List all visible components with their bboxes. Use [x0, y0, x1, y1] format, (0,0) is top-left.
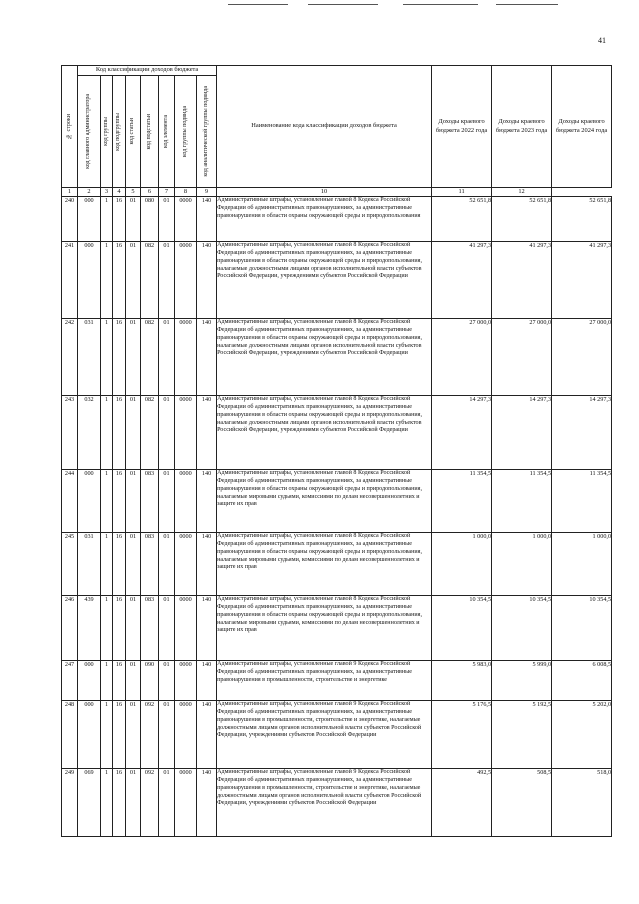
table-row — [62, 396, 612, 470]
code-analytic-group: 140 — [197, 396, 217, 470]
header-code-admin: код главного администратора — [78, 76, 101, 188]
income-code-name: Административные штрафы, установленные главой 8 Кодекса Российской Федерации об административных правонарушениях, за административные правонарушения в области охраны окружающей среды и природопользования — [217, 197, 432, 242]
row-number: 249 — [62, 769, 78, 837]
income-2023-value: 10 354,5 — [492, 596, 552, 661]
code-subgroup: 16 — [113, 197, 126, 242]
income-code-name: Административные штрафы, установленные главой 8 Кодекса Российской Федерации об административных правонарушениях, за административные правонарушения в области охраны окружающей среды и природопользования, налагаемые мировыми судьями, комиссиями по делам несовершеннолетних и защите их прав — [217, 533, 432, 596]
header-code-group: код группы — [101, 76, 113, 188]
income-2024-value: 41 297,3 — [552, 242, 612, 319]
code-article: 01 — [126, 396, 141, 470]
column-number: 10 — [217, 188, 432, 197]
header-code-subgroup: код подгруппы — [113, 76, 126, 188]
header-name: Наименование кода классификации доходов бюджета — [217, 66, 432, 188]
code-subtype-group: 0000 — [175, 242, 197, 319]
income-code-name: Административные штрафы, установленные главой 9 Кодекса Российской Федерации об административных правонарушениях, за административные правонарушения в промышленности, строительстве и энергетике, налагаемые должностными лицами органов исполнительной власти субъектов Российской Федерации, учреждениями субъектов Российской Федерации — [217, 769, 432, 837]
income-code-name: Административные штрафы, установленные главой 8 Кодекса Российской Федерации об административных правонарушениях, за административные правонарушения в области охраны окружающей среды и природопользования, налагаемые должностными лицами органов исполнительной власти субъектов Российской Федерации, учреждениями субъектов Российской Федерации — [217, 242, 432, 319]
code-subtype-group: 0000 — [175, 661, 197, 701]
code-analytic-group: 140 — [197, 596, 217, 661]
code-admin: 000 — [78, 661, 101, 701]
code-subarticle: 090 — [141, 661, 159, 701]
income-2022-value: 27 000,0 — [432, 319, 492, 396]
income-2022-value: 11 354,5 — [432, 470, 492, 533]
income-code-name: Административные штрафы, установленные главой 8 Кодекса Российской Федерации об административных правонарушениях, за административные правонарушения в области охраны окружающей среды и природопользования, налагаемые должностными лицами органов исполнительной власти субъектов Российской Федерации, учреждениями субъектов Российской Федерации — [217, 319, 432, 396]
budget-income-table — [61, 65, 612, 837]
code-analytic-group: 140 — [197, 319, 217, 396]
code-element: 01 — [159, 533, 175, 596]
income-2022-value: 5 983,0 — [432, 661, 492, 701]
code-subarticle: 082 — [141, 319, 159, 396]
code-element: 01 — [159, 769, 175, 837]
code-article: 01 — [126, 533, 141, 596]
income-2024-value: 6 008,5 — [552, 661, 612, 701]
row-number: 244 — [62, 470, 78, 533]
header-income-2023: Доходы краевого бюджета 2023 года — [492, 66, 552, 188]
column-number: 9 — [197, 188, 217, 197]
income-code-name: Административные штрафы, установленные главой 8 Кодекса Российской Федерации об административных правонарушениях, за административные правонарушения в области охраны окружающей среды и природопользования, налагаемые мировыми судьями, комиссиями по делам несовершеннолетних и защите их прав — [217, 470, 432, 533]
code-admin: 439 — [78, 596, 101, 661]
row-number: 248 — [62, 701, 78, 769]
row-number: 245 — [62, 533, 78, 596]
column-number: 8 — [175, 188, 197, 197]
income-2023-value: 52 651,8 — [492, 197, 552, 242]
table-row — [62, 470, 612, 533]
row-number: 247 — [62, 661, 78, 701]
code-subgroup: 16 — [113, 396, 126, 470]
code-element: 01 — [159, 319, 175, 396]
header-income-2024: Доходы краевого бюджета 2024 года — [552, 66, 612, 188]
code-group: 1 — [101, 396, 113, 470]
code-article: 01 — [126, 661, 141, 701]
code-analytic-group: 140 — [197, 701, 217, 769]
code-subarticle: 082 — [141, 396, 159, 470]
income-2023-value: 11 354,5 — [492, 470, 552, 533]
table-row — [62, 533, 612, 596]
code-element: 01 — [159, 701, 175, 769]
header-income-2022: Доходы краевого бюджета 2022 года — [432, 66, 492, 188]
code-subgroup: 16 — [113, 596, 126, 661]
code-element: 01 — [159, 661, 175, 701]
code-subarticle: 082 — [141, 242, 159, 319]
column-number: 2 — [78, 188, 101, 197]
code-admin: 031 — [78, 319, 101, 396]
code-article: 01 — [126, 319, 141, 396]
code-subarticle: 080 — [141, 197, 159, 242]
code-group: 1 — [101, 769, 113, 837]
column-number: 12 — [492, 188, 552, 197]
code-subarticle: 083 — [141, 533, 159, 596]
column-number: 5 — [126, 188, 141, 197]
code-analytic-group: 140 — [197, 242, 217, 319]
table-row — [62, 701, 612, 769]
code-subtype-group: 0000 — [175, 701, 197, 769]
code-admin: 032 — [78, 396, 101, 470]
code-group: 1 — [101, 596, 113, 661]
header-code-subarticle: код подстатьи — [141, 76, 159, 188]
income-2022-value: 1 000,0 — [432, 533, 492, 596]
income-2023-value: 508,5 — [492, 769, 552, 837]
code-subtype-group: 0000 — [175, 396, 197, 470]
code-subtype-group: 0000 — [175, 533, 197, 596]
code-subgroup: 16 — [113, 533, 126, 596]
code-article: 01 — [126, 470, 141, 533]
income-2022-value: 52 651,8 — [432, 197, 492, 242]
code-subtype-group: 0000 — [175, 197, 197, 242]
income-2023-value: 5 999,0 — [492, 661, 552, 701]
code-group: 1 — [101, 701, 113, 769]
code-group: 1 — [101, 533, 113, 596]
row-number: 242 — [62, 319, 78, 396]
code-analytic-group: 140 — [197, 197, 217, 242]
code-analytic-group: 140 — [197, 769, 217, 837]
column-number: 7 — [159, 188, 175, 197]
income-2024-value: 1 000,0 — [552, 533, 612, 596]
code-analytic-group: 140 — [197, 533, 217, 596]
code-admin: 069 — [78, 769, 101, 837]
code-article: 01 — [126, 596, 141, 661]
code-admin: 000 — [78, 701, 101, 769]
income-2022-value: 5 176,5 — [432, 701, 492, 769]
page-number: 41 — [598, 36, 606, 45]
code-article: 01 — [126, 701, 141, 769]
table-row — [62, 661, 612, 701]
code-group: 1 — [101, 661, 113, 701]
code-element: 01 — [159, 470, 175, 533]
scan-top-marks — [228, 4, 558, 8]
column-number-row — [62, 188, 612, 197]
income-2022-value: 492,5 — [432, 769, 492, 837]
code-article: 01 — [126, 242, 141, 319]
code-group: 1 — [101, 319, 113, 396]
code-subgroup: 16 — [113, 701, 126, 769]
table-row — [62, 769, 612, 837]
code-subgroup: 16 — [113, 470, 126, 533]
row-number: 240 — [62, 197, 78, 242]
column-number: 11 — [432, 188, 492, 197]
code-subarticle: 083 — [141, 596, 159, 661]
income-2023-value: 27 000,0 — [492, 319, 552, 396]
column-number: 4 — [113, 188, 126, 197]
code-group: 1 — [101, 242, 113, 319]
table-row — [62, 242, 612, 319]
income-2023-value: 5 192,5 — [492, 701, 552, 769]
code-group: 1 — [101, 197, 113, 242]
income-2023-value: 41 297,3 — [492, 242, 552, 319]
code-admin: 000 — [78, 197, 101, 242]
code-subtype-group: 0000 — [175, 319, 197, 396]
code-subtype-group: 0000 — [175, 596, 197, 661]
header-code-element: код элемента — [159, 76, 175, 188]
income-2023-value: 14 297,3 — [492, 396, 552, 470]
row-number: 243 — [62, 396, 78, 470]
header-code-subtype-group: код группы подвида — [175, 76, 197, 188]
income-2024-value: 14 297,3 — [552, 396, 612, 470]
code-admin: 031 — [78, 533, 101, 596]
header-code-article: код статьи — [126, 76, 141, 188]
header-row-number: № строки — [62, 66, 78, 188]
table-row — [62, 319, 612, 396]
income-2024-value: 5 202,0 — [552, 701, 612, 769]
income-2022-value: 10 354,5 — [432, 596, 492, 661]
income-2024-value: 27 000,0 — [552, 319, 612, 396]
income-2024-value: 518,0 — [552, 769, 612, 837]
header-classification-group: Код классификации доходов бюджета — [78, 66, 217, 76]
column-number: 3 — [101, 188, 113, 197]
header-code-analytic-group: код аналитической группы подвида — [197, 76, 217, 188]
income-2022-value: 41 297,3 — [432, 242, 492, 319]
code-subgroup: 16 — [113, 319, 126, 396]
income-code-name: Административные штрафы, установленные главой 9 Кодекса Российской Федерации об административных правонарушениях, за административные правонарушения в промышленности, строительстве и энергетике, налагаемые должностными лицами органов исполнительной власти субъектов Российской Федерации, учреждениями субъектов Российской Федерации — [217, 701, 432, 769]
code-article: 01 — [126, 769, 141, 837]
code-element: 01 — [159, 596, 175, 661]
income-2024-value: 52 651,8 — [552, 197, 612, 242]
column-number: 6 — [141, 188, 159, 197]
code-element: 01 — [159, 396, 175, 470]
code-subarticle: 092 — [141, 769, 159, 837]
table-row — [62, 197, 612, 242]
income-2024-value: 10 354,5 — [552, 596, 612, 661]
code-subgroup: 16 — [113, 769, 126, 837]
code-subgroup: 16 — [113, 661, 126, 701]
column-number: 1 — [62, 188, 78, 197]
income-2023-value: 1 000,0 — [492, 533, 552, 596]
code-analytic-group: 140 — [197, 661, 217, 701]
code-element: 01 — [159, 197, 175, 242]
row-number: 241 — [62, 242, 78, 319]
code-subarticle: 083 — [141, 470, 159, 533]
code-element: 01 — [159, 242, 175, 319]
table-row — [62, 596, 612, 661]
income-code-name: Административные штрафы, установленные главой 8 Кодекса Российской Федерации об административных правонарушениях, за административные правонарушения в области охраны окружающей среды и природопользования, налагаемые мировыми судьями, комиссиями по делам несовершеннолетних и защите их прав — [217, 596, 432, 661]
code-subgroup: 16 — [113, 242, 126, 319]
income-code-name: Административные штрафы, установленные главой 8 Кодекса Российской Федерации об административных правонарушениях, за административные правонарушения в области охраны окружающей среды и природопользования, налагаемые должностными лицами органов исполнительной власти субъектов Российской Федерации, учреждениями субъектов Российской Федерации — [217, 396, 432, 470]
code-analytic-group: 140 — [197, 470, 217, 533]
code-group: 1 — [101, 470, 113, 533]
row-number: 246 — [62, 596, 78, 661]
code-admin: 000 — [78, 470, 101, 533]
income-code-name: Административные штрафы, установленные главой 9 Кодекса Российской Федерации об административных правонарушениях, за административные правонарушения в промышленности, строительстве и энергетике — [217, 661, 432, 701]
income-2022-value: 14 297,3 — [432, 396, 492, 470]
code-subarticle: 092 — [141, 701, 159, 769]
code-article: 01 — [126, 197, 141, 242]
code-subtype-group: 0000 — [175, 769, 197, 837]
income-2024-value: 11 354,5 — [552, 470, 612, 533]
code-admin: 000 — [78, 242, 101, 319]
code-subtype-group: 0000 — [175, 470, 197, 533]
